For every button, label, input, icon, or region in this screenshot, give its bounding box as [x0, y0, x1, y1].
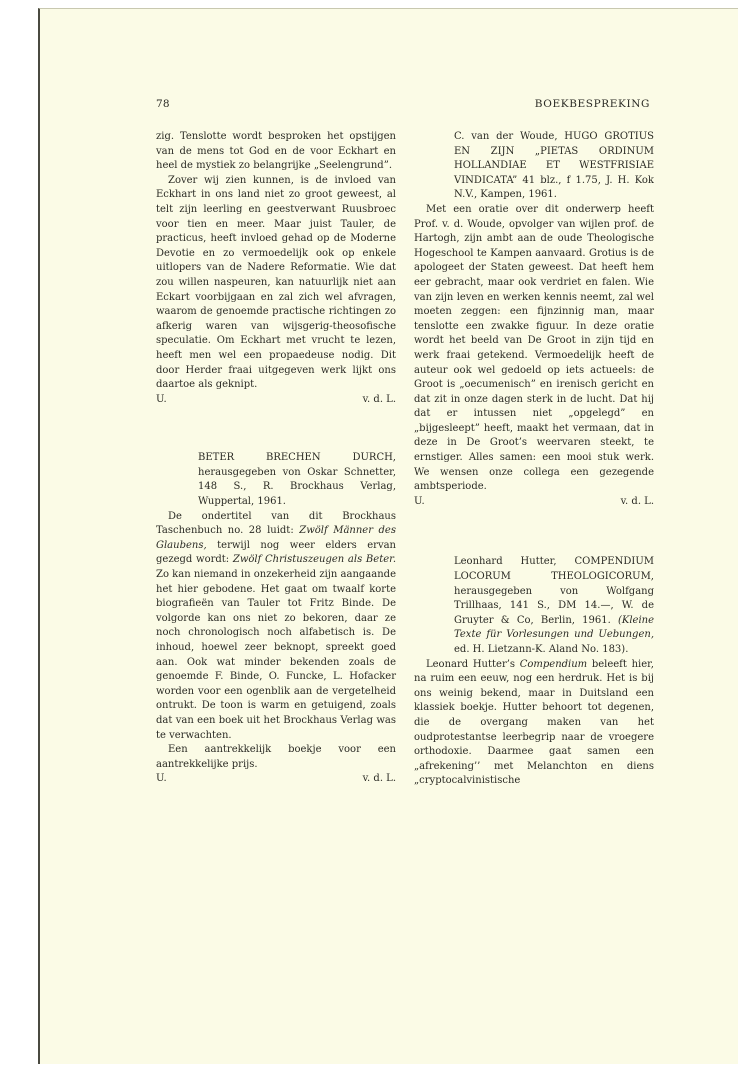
signature-author: v. d. L. — [620, 495, 654, 507]
review-title-beter-brechen: BETER BRECHEN DURCH, herausgegeben von Oskar Schnetter, 148 S., R. Brockhaus Verlag, Wuppertal, 1961. — [198, 452, 396, 508]
signature-author: v. d. L. — [362, 773, 396, 785]
review-title-hutter: Leonhard Hutter, COMPENDIUM LOCORUM THEOLOGICORUM, herausgegeben von Wolfgang Trillhaas, 141 S., DM 14.—, W. de Gruyter & Co, Berlin, 1961. (Kleine Texte für Vorlesungen und Uebungen, ed. H. Lietzann-K. Aland No. 183). — [454, 556, 654, 655]
review-paragraph: Leonard Hutter’s Compendium beleeft hier, na ruim een eeuw, nog een herdruk. Het is bij ons weinig bekend, maar in Duitsland een klassiek boekje. Hutter behoort tot degenen, die de overgang maken van het oudprotestantse leerbegrip naar de vroegere orthodoxie. Daarmee gaat samen een „afrekening’’ met Melanchton en diens „cryptocalvinistische — [414, 658, 654, 787]
review-signature — [156, 393, 396, 408]
signature-initial: U. — [414, 495, 425, 507]
signature-initial: U. — [156, 773, 167, 785]
review-signature — [414, 495, 654, 510]
right-column — [414, 130, 654, 789]
continuation-paragraph: zig. Tenslotte wordt besproken het opstijgen van de mens tot God en de voor Eckhart en heel de mystiek zo belangrijke „Seelengrund”. — [156, 131, 396, 172]
review-title-grotius: C. van der Woude, HUGO GROTIUS EN ZIJN „PIETAS ORDINUM HOLLANDIAE ET WESTFRISIAE VINDICATA” 41 blz., f 1.75, J. H. Kok N.V., Kampen, 1961. — [454, 131, 654, 201]
running-title: BOEKBESPREKING — [534, 98, 650, 110]
eckhart-paragraph: Zover wij zien kunnen, is de invloed van Eckhart in ons land niet zo groot geweest, al telt zijn leerling en geestverwant Ruusbroec voor tien en meer. Maar juist Tauler, de practicus, heeft invloed gehad op de Moderne Devotie en zo vermoedelijk ook op enkele uitlopers van de Nadere Reformatie. Wie dat zou willen naspeuren, kan natuurlijk niet aan Eckart voorbijgaan en zal zich wel afvragen, waarom de genoemde practische richtingen zo afkerig waren van wijsgerig-theosofische speculatie. Om Eckhart met vrucht te lezen, heeft men wel een propaedeuse nodig. Dit door Herder fraai uitgegeven werk lijkt ons daartoe als geknipt. — [156, 174, 396, 391]
page-number: 78 — [156, 98, 170, 110]
review-paragraph: Een aantrekkelijk boekje voor een aantrekkelijke prijs. — [156, 744, 396, 770]
review-signature — [156, 772, 396, 787]
review-paragraph: De ondertitel van dit Brockhaus Taschenbuch no. 28 luidt: Zwölf Männer des Glaubens, terwijl nog weer elders ervan gezegd wordt: Zwölf Christuszeugen als Beter. Zo kan niemand in onzekerheid zijn aangaande het hier gebodene. Het gaat om twaalf korte biografieën van Tauler tot Fritz Binde. De volgorde kan ons niet zo bekoren, daar ze noch chronologisch noch alfabetisch is. De inhoud, hoewel zeer beknopt, spreekt goed aan. Ook wat minder bekenden zoals de genoemde F. Binde, O. Funcke, L. Hofacker worden voor een ogenblik aan de vergetelheid ontrukt. De toon is warm en getuigend, zoals dat van een boek uit het Brockhaus Verlag was te verwachten. — [156, 510, 396, 741]
left-column — [156, 130, 396, 787]
page-header — [156, 98, 650, 112]
review-paragraph: Met een oratie over dit onderwerp heeft Prof. v. d. Woude, opvolger van wijlen prof. de Hartogh, zijn ambt aan de oude Theologische Hogeschool te Kampen aanvaard. Grotius is de apologeet der Staten geweest. Dat heeft hem eer gebracht, maar ook verdriet en falen. Wie van zijn leven en werken kennis neemt, zal wel moeten zeggen: een fijnzinnig man, maar tenslotte een zwakke figuur. In deze oratie wordt het beeld van De Groot in zijn tijd en werk fraai getekend. Vermoedelijk heeft de auteur ook wel gedoeld op iets actueels: de Groot is „oecumenisch” en irenisch gericht en dat zit in onze dagen sterk in de lucht. Dat hij dat er intussen niet „opgelegd” en „bijgesleept” heeft, maakt het vermaan, dat in deze in De Groot’s weervaren steekt, te ernstiger. Alles samen: een mooi stuk werk. We wensen onze collega een gezegende ambtsperiode. — [414, 203, 654, 493]
signature-author: v. d. L. — [362, 393, 396, 405]
signature-initial: U. — [156, 393, 167, 405]
